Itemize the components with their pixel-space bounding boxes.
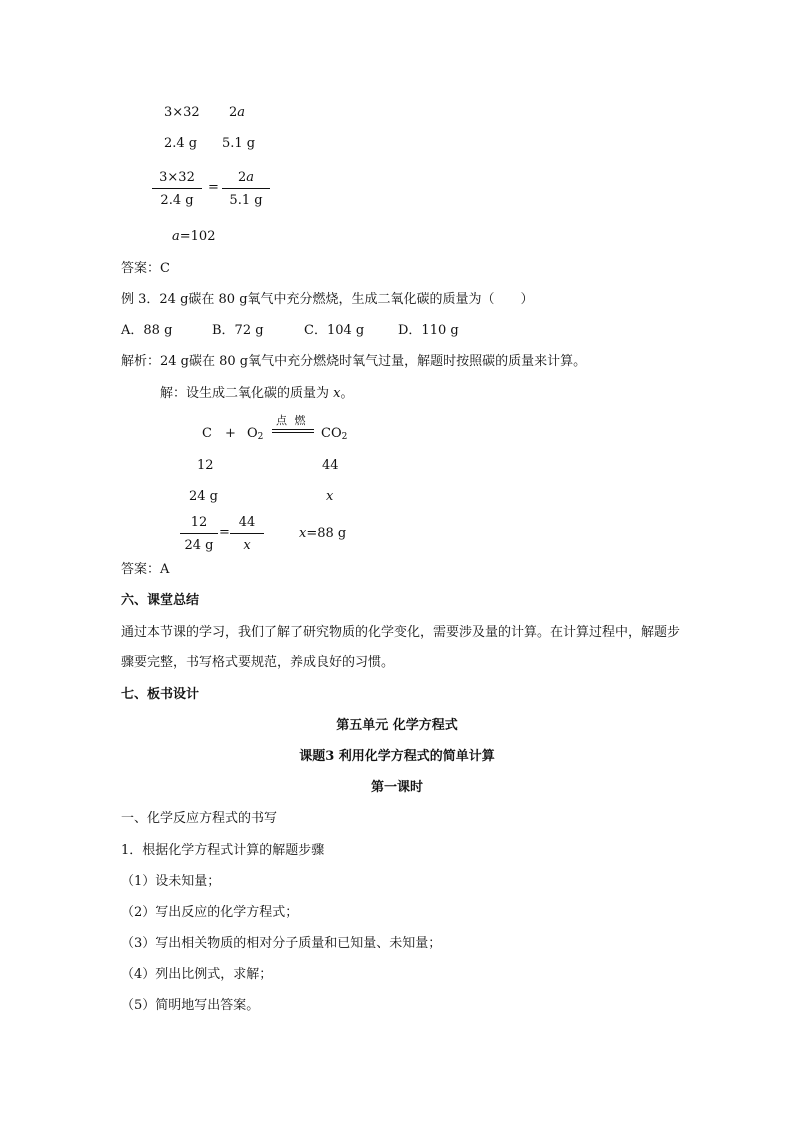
equation-condition: 点 燃 (276, 414, 308, 427)
step-4: （4）列出比例式，求解； (121, 967, 273, 982)
example3-solution-intro (160, 387, 354, 400)
calc1-fraction-right-var: a (246, 170, 255, 185)
answer-1: 答案：C (121, 261, 170, 276)
outline-item-2: 1．根据化学方程式计算的解题步骤 (121, 843, 325, 858)
example3-question: 例 3．24 g碳在 80 g氧气中充分燃烧，生成二氧化碳的质量为（ ） (121, 292, 534, 307)
example3-result-var: x (299, 526, 307, 541)
given-mass: 24 g (189, 489, 218, 504)
equation-arrow-line-top (272, 429, 314, 430)
example3-result (299, 527, 346, 540)
example3-fraction-right-den: x (243, 538, 251, 553)
mass-co2: 44 (322, 458, 339, 473)
unit-title: 第五单元 化学方程式 (336, 718, 458, 733)
example3-fraction-right (230, 516, 264, 552)
example3-option-b: B．72 g (212, 323, 264, 338)
step-1: （1）设未知量； (121, 874, 221, 889)
calc1-equals: = (208, 180, 219, 195)
mass-carbon: 12 (197, 458, 214, 473)
calc1-row1-left: 3×32 (164, 105, 200, 120)
calc1-row1-coef: 2 (229, 105, 238, 120)
step-5: （5）简明地写出答案。 (121, 998, 260, 1013)
calc1-fraction-left-den: 2.4 g (160, 193, 194, 208)
unknown-mass: x (326, 489, 334, 504)
equation-arrow-line-bottom (272, 432, 314, 433)
calc1-fraction-right-num (222, 171, 270, 189)
calc1-fraction-left-num: 3×32 (152, 171, 202, 189)
equation-carbon: C (202, 426, 212, 441)
calc1-fraction-left (152, 171, 202, 207)
example3-fraction-right-num: 44 (230, 516, 264, 534)
co2-subscript: 2 (341, 432, 348, 442)
solution-intro-text: 解：设生成二氧化碳的质量为 (160, 386, 334, 401)
calc1-result-value: =102 (179, 229, 216, 244)
calc1-row1-var: a (237, 105, 246, 120)
equation-plus: + (225, 426, 236, 441)
section7-title: 七、板书设计 (121, 687, 200, 702)
calc1-result (172, 230, 215, 243)
example3-equals: = (219, 525, 230, 540)
calc1-row1-right (229, 106, 245, 119)
section6-title: 六、课堂总结 (121, 593, 200, 608)
calc1-fraction-right (222, 171, 270, 207)
example3-option-c: C．104 g (304, 323, 365, 338)
lesson-title: 课题3 利用化学方程式的简单计算 (299, 749, 495, 764)
example3-analysis: 解析：24 g碳在 80 g氧气中充分燃烧时氧气过量，解题时按照碳的质量来计算。 (121, 354, 587, 369)
example3-fraction-left (180, 516, 218, 552)
oxygen-symbol: O (247, 426, 258, 441)
example3-result-value: =88 g (306, 526, 347, 541)
solution-var: x (333, 386, 341, 401)
example3-option-a: A．88 g (121, 323, 173, 338)
example3-option-d: D．110 g (398, 323, 459, 338)
solution-end: 。 (340, 386, 354, 401)
outline-item-1: 一、化学反应方程式的书写 (121, 811, 278, 826)
example3-fraction-left-num: 12 (180, 516, 218, 534)
equation-co2 (321, 427, 347, 442)
equation-oxygen (247, 427, 263, 442)
calc1-fraction-right-coef: 2 (237, 170, 247, 185)
step-3: （3）写出相关物质的相对分子质量和已知量、未知量； (121, 936, 442, 951)
co2-symbol: CO (321, 426, 342, 441)
example3-fraction-left-den: 24 g (184, 538, 214, 553)
step-2: （2）写出反应的化学方程式； (121, 905, 299, 920)
calc1-row2-left: 2.4 g (164, 136, 198, 151)
section6-text: 通过本节课的学习，我们了解了研究物质的化学变化，需要涉及量的计算。在计算过程中，解题步骤要完整，书写格式要规范，养成良好的习惯。 (121, 625, 681, 670)
calc1-row2-right: 5.1 g (222, 136, 256, 151)
answer-2: 答案：A (121, 562, 170, 577)
oxygen-subscript: 2 (257, 432, 264, 442)
calc1-fraction-right-den: 5.1 g (229, 193, 263, 208)
calc1-result-var: a (172, 229, 180, 244)
period-title: 第一课时 (370, 780, 423, 795)
